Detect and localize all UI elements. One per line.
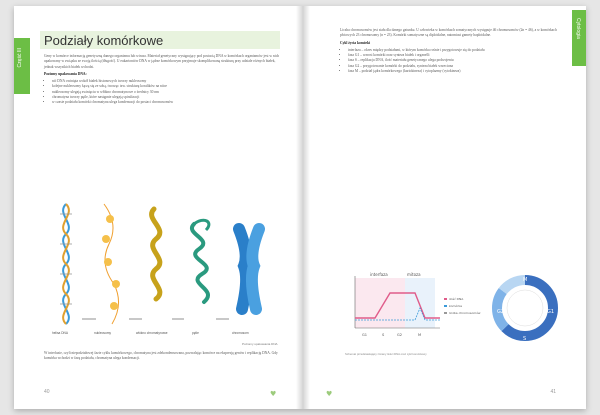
- label-loops: pętle: [192, 331, 199, 335]
- figure-caption: Poziomy upakowania DNA: [242, 342, 278, 346]
- list-item: • nukleosomy ulegają zwinięciu w włókno chromatynowe o średnicy 30 nm: [52, 90, 282, 95]
- bottom-paragraph: W interfazie, czyli niepodziałowej fazie cyklu komórkowego, chromatyna jest zdekondensowana, pozwalając komórce na ekspresję genów i replikację DNA. Gdy komórka wchodzi w fazę podziału, chromatyna ulega kondensacji.: [44, 351, 278, 361]
- label-fiber: włókno chromatynowe: [136, 331, 168, 335]
- right-body: [340, 28, 566, 74]
- list-item: • nić DNA owinięta wokół białek histonowych tworzy nukleosomy: [52, 79, 282, 84]
- list-item: • faza G1 – wzrost komórki oraz synteza białek i organelli: [348, 53, 566, 58]
- book-spread: [14, 6, 586, 409]
- figure-caption: Schemat przedstawiający zmiany ilości DNA oraz cykl komórkowy: [345, 352, 427, 356]
- right-chapter-tab: [572, 10, 586, 66]
- label-helix: helisa DNA: [52, 331, 68, 335]
- label-mitoza: mitoza: [407, 272, 421, 277]
- label-s: S: [382, 333, 385, 337]
- cycle-label-s: S: [523, 336, 527, 342]
- left-body: [44, 54, 282, 106]
- list-item: • faza M – podział jądra komórkowego (kariokineza) i cytoplazmy (cytokineza): [348, 69, 566, 74]
- list-item: • kolejne nukleosomy łączą się ze sobą, tworząc tzw. strukturę koralików na nitce: [52, 84, 282, 89]
- legend-dna: ilość DNA: [449, 297, 464, 301]
- chromatin-fiber: [152, 209, 160, 299]
- label-g1: G1: [362, 333, 368, 337]
- label-chromosome: chromosom: [232, 331, 249, 335]
- intro-paragraph: Geny w komórce informacją genetyczną danego organizmu lub wirusa. Materiał genetyczny występujący pod postacią DNA w komórkach organizmów jest w nich upakowany w związku ze swoją ilością (długość). U eukariontów DNA w jądrze komórkowym przyjmuje skomplikowaną strukturę przy udziale różnych białek, jednak wszystkich białek wchodzi.: [44, 54, 280, 69]
- cell-cycle-diagram: [485, 268, 565, 348]
- list-item: • faza S – replikacja DNA, ilość materiału genetycznego ulega podwojeniu: [348, 58, 566, 63]
- cycle-label-g1: G1: [547, 309, 555, 315]
- page-number-left: 40: [44, 389, 50, 395]
- list-item: • chromatyna tworzy pętle, które następnie ulegają spiralizacji: [52, 95, 282, 100]
- dna-packing-illustration: [44, 184, 284, 339]
- list-item: • interfaza – okres między podziałami, w którym komórka rośnie i przygotowuje się do podziału: [348, 48, 566, 53]
- label-interfaza: interfaza: [370, 272, 388, 277]
- cycle-label-g2: G2: [497, 309, 505, 315]
- legend-chromosomes: liczba chromosomów: [449, 311, 481, 315]
- chromatin-loops: [192, 220, 209, 302]
- chromosome: [239, 229, 259, 309]
- book-gutter: [296, 6, 310, 409]
- page-title: Podziały komórkowe: [44, 33, 164, 48]
- dna-amount-diagram: [345, 268, 481, 343]
- legend-cell: komórka: [449, 304, 462, 308]
- heart-icon: ♥: [270, 390, 277, 398]
- cycle-list: [340, 48, 566, 74]
- right-page: [310, 6, 586, 409]
- list-item: • w czasie podziału komórki chromatyna ulega kondensacji do postaci chromosomów: [52, 100, 282, 105]
- left-chapter-tab: [14, 38, 30, 94]
- bullet-list: [44, 79, 282, 105]
- right-paragraph: Liczba chromosomów jest stała dla danego gatunku. U człowieka w komórkach somatycznych występuje 46 chromosomów (2n = 46), a w komórkach płciowych 23 chromosomy (n = 23). Komórki somatyczne są diploidalne, natomiast gamety haploidalne.: [340, 28, 557, 38]
- dna-helix: [60, 204, 72, 324]
- left-chapter-tab-label: Część III: [17, 48, 23, 68]
- heart-icon: ♥: [326, 390, 333, 398]
- cycle-label-m: M: [523, 277, 528, 283]
- label-m: M: [418, 333, 422, 337]
- page-number-right: 41: [550, 389, 556, 395]
- label-g2: G2: [397, 333, 403, 337]
- right-chapter-tab-label: Cytologia: [575, 18, 581, 39]
- section-heading: Cykl życia komórki: [340, 40, 371, 45]
- label-nucleosomes: nukleosomy: [94, 331, 112, 335]
- list-item: • faza G2 – przygotowanie komórki do podziału, synteza białek wrzeciona: [348, 64, 566, 69]
- section-heading: Poziomy upakowania DNA:: [44, 71, 87, 76]
- nucleosomes: [102, 204, 120, 324]
- left-page: [14, 6, 296, 409]
